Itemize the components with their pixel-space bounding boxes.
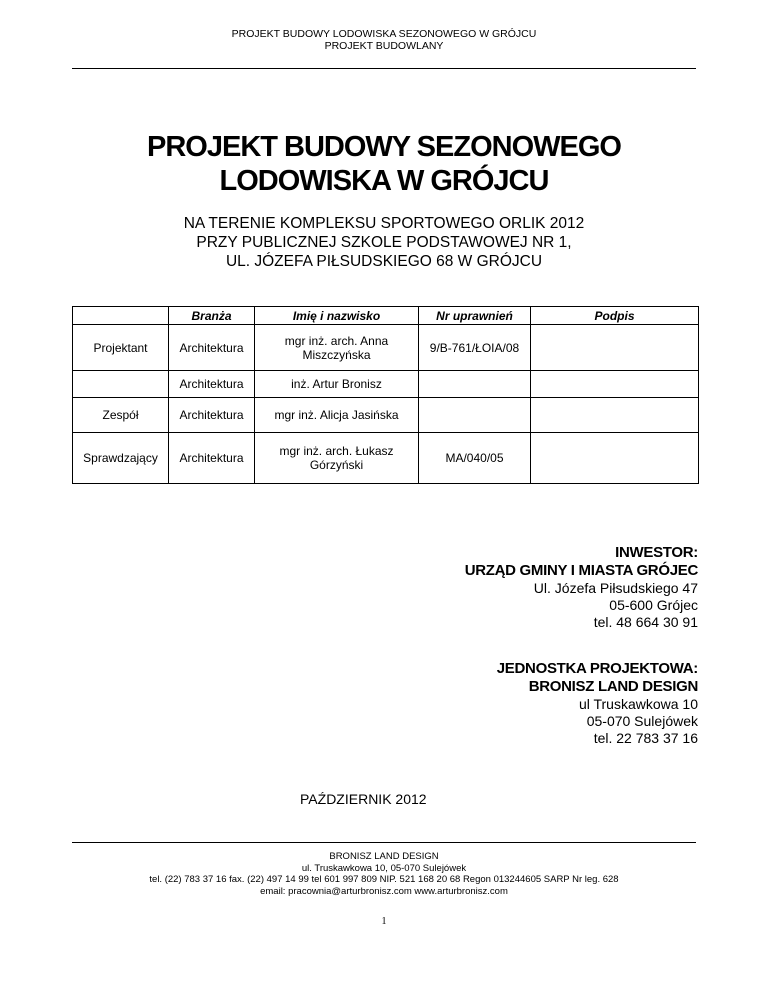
title-line-1: PROJEKT BUDOWY SEZONOWEGO — [147, 131, 621, 163]
footer-divider — [72, 842, 696, 843]
header-role — [73, 307, 169, 325]
table-row — [73, 371, 699, 398]
cell-signature — [531, 398, 699, 433]
investor-name: URZĄD GMINY I MIASTA GRÓJEC — [464, 562, 698, 579]
header-project-type: PROJEKT BUDOWLANY — [324, 40, 444, 52]
cell-name: mgr inż. arch. Anna Miszczyńska — [255, 325, 419, 371]
footer-address: ul. Truskawkowa 10, 05-070 Sulejówek — [301, 862, 467, 874]
footer-company: BRONISZ LAND DESIGN — [329, 851, 439, 862]
designer-city: 05-070 Sulejówek — [586, 713, 698, 729]
subtitle-line-1: NA TERENIE KOMPLEKSU SPORTOWEGO ORLIK 2012 — [183, 215, 585, 232]
cell-signature — [531, 325, 699, 371]
investor-block — [465, 544, 698, 631]
header-license: Nr uprawnień — [419, 307, 531, 325]
investor-street: Ul. Józefa Piłsudskiego 47 — [533, 580, 698, 596]
cell-license: MA/040/05 — [419, 433, 531, 484]
cell-signature — [531, 371, 699, 398]
investor-label: INWESTOR: — [615, 544, 698, 561]
cell-branch: Architektura — [169, 398, 255, 433]
investor-phone: tel. 48 664 30 91 — [593, 614, 698, 630]
cell-branch: Architektura — [169, 325, 255, 371]
cell-signature — [531, 433, 699, 484]
cell-branch: Architektura — [169, 371, 255, 398]
table-row — [73, 433, 699, 484]
table-row — [73, 325, 699, 371]
page-footer — [0, 851, 768, 897]
designer-phone: tel. 22 783 37 16 — [593, 730, 698, 746]
footer-web: email: pracownia@arturbronisz.com www.arturbronisz.com — [260, 885, 508, 897]
cell-license: 9/B-761/ŁOIA/08 — [419, 325, 531, 371]
cell-role — [73, 371, 169, 398]
cell-license — [419, 371, 531, 398]
page-number: 1 — [381, 916, 387, 927]
table-header-row — [73, 307, 699, 325]
designer-block — [497, 660, 698, 747]
cell-name: mgr inż. arch. Łukasz Górzyński — [255, 433, 419, 484]
document-subtitle — [0, 214, 768, 271]
cell-name: mgr inż. Alicja Jasińska — [255, 398, 419, 433]
subtitle-line-3: UL. JÓZEFA PIŁSUDSKIEGO 68 W GRÓJCU — [225, 253, 543, 270]
designer-label: JEDNOSTKA PROJEKTOWA: — [496, 660, 698, 677]
page-header — [0, 28, 768, 52]
cell-name: inż. Artur Bronisz — [255, 371, 419, 398]
designer-name: BRONISZ LAND DESIGN — [528, 678, 698, 695]
cell-branch: Architektura — [169, 433, 255, 484]
header-branch: Branża — [169, 307, 255, 325]
header-name: Imię i nazwisko — [255, 307, 419, 325]
subtitle-line-2: PRZY PUBLICZNEJ SZKOLE PODSTAWOWEJ NR 1, — [196, 234, 572, 251]
table-row — [73, 398, 699, 433]
header-project-title: PROJEKT BUDOWY LODOWISKA SEZONOWEGO W GRÓJCU — [231, 28, 537, 40]
document-title — [0, 130, 768, 198]
cell-license — [419, 398, 531, 433]
header-signature: Podpis — [531, 307, 699, 325]
investor-city: 05-600 Grójec — [609, 597, 698, 613]
design-team-table — [72, 306, 699, 484]
document-date: PAŹDZIERNIK 2012 — [300, 791, 427, 807]
designer-street: ul Truskawkowa 10 — [578, 696, 698, 712]
header-divider — [72, 68, 696, 69]
cell-role: Projektant — [73, 325, 169, 371]
footer-contact: tel. (22) 783 37 16 fax. (22) 497 14 99 tel 601 997 809 NIP. 521 168 20 68 Regon 013244605 SARP Nr leg. 628 — [149, 874, 619, 885]
title-line-2: LODOWISKA W GRÓJCU — [219, 165, 549, 197]
cell-role: Zespół — [73, 398, 169, 433]
cell-role: Sprawdzający — [73, 433, 169, 484]
